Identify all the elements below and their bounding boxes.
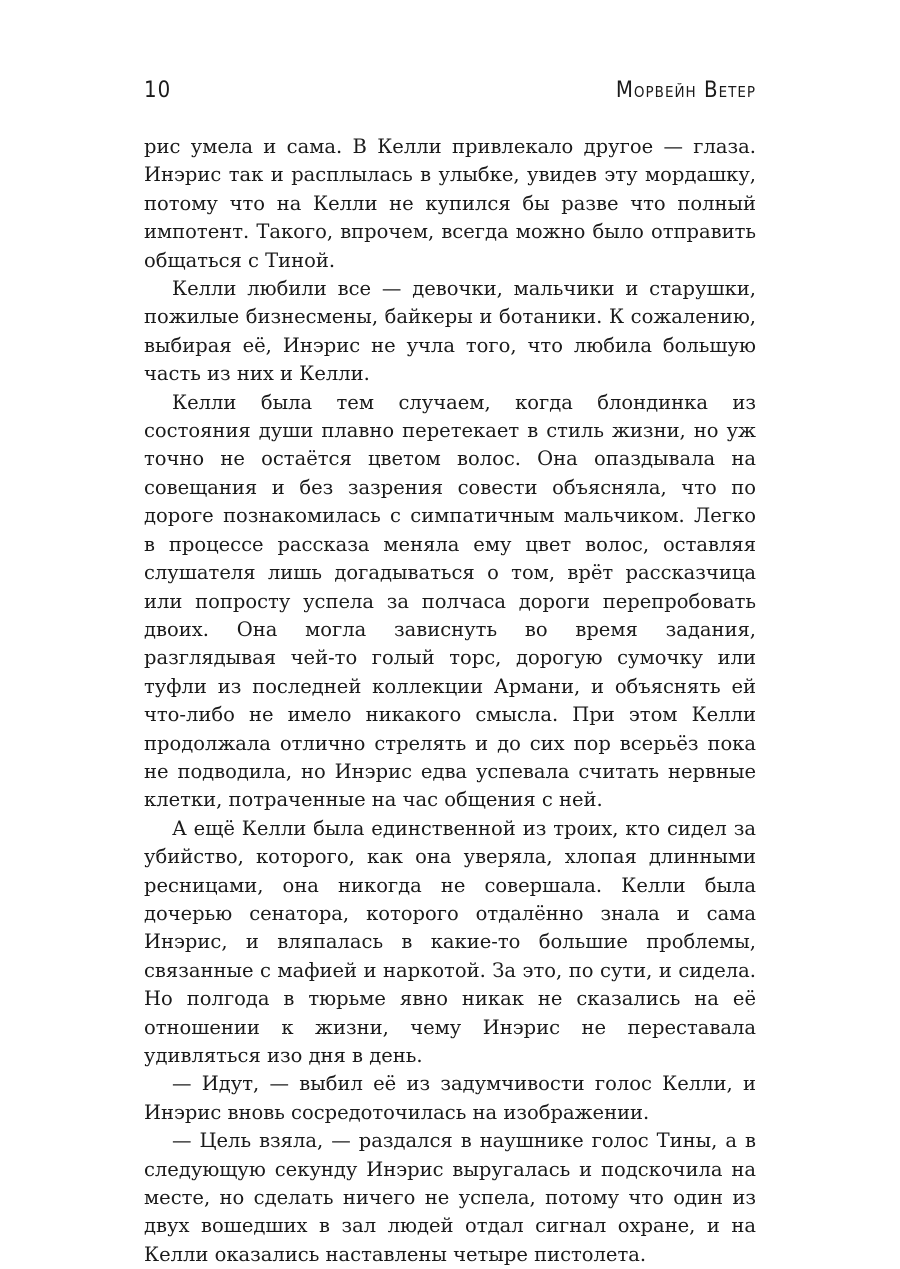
paragraph: рис умела и сама. В Келли привлекало другое — глаза. Инэрис так и расплылась в улыбке, увидев эту мордашку, потому что на Келли не купился бы разве что полный импотент. Такого, впрочем, всегда можно было отправить общаться с Тиной. [144,135,756,272]
running-title: Морвейн Ветер [615,78,756,103]
page-header [144,78,756,108]
paragraph: — Цель взяла, — раздался в наушнике голос Тины, а в следующую секунду Инэрис выругалась и подскочила на месте, но сделать ничего не успела, потому что один из двух вошедших в зал людей отдал сигнал охране, и на Келли оказались наставлены четыре пистолета. [144,1129,756,1266]
paragraph: — Идут, — выбил её из задумчивости голос Келли, и Инэрис вновь сосредоточилась на изображении. [144,1072,756,1124]
paragraph: Келли была тем случаем, когда блондинка из состояния души плавно перетекает в стиль жизни, но уж точно не остаётся цветом волос. Она опаздывала на совещания и без зазрения совести объясняла, что по дороге познакомилась с симпатичным мальчиком. Легко в процессе рассказа меняла ему цвет волос, оставляя слушателя лишь догадываться о том, врёт рассказчица или попросту успела за полчаса дороги перепробовать двоих. Она могла зависнуть во время задания, разглядывая чей-то голый торс, дорогую сумочку или туфли из последней коллекции Армани, и объяснять ей что-либо не имело никакого смысла. При этом Келли продолжала отлично стрелять и до сих пор всерьёз пока не подводила, но Инэрис едва успевала считать нервные клетки, потраченные на час общения с ней. [144,390,756,812]
paragraph: А ещё Келли была единственной из троих, кто сидел за убийство, которого, как она уверяла, хлопая длинными ресницами, она никогда не совершала. Келли была дочерью сенатора, которого отдалённо знала и сама Инэрис, и вляпалась в какие-то большие проблемы, связанные с мафией и наркотой. За это, по сути, и сидела. Но полгода в тюрьме явно никак не сказались на её отношении к жизни, чему Инэрис не переставала удивляться изо дня в день. [144,816,756,1067]
body-text [144,133,756,1269]
page-number: 10 [144,78,172,103]
paragraph: Келли любили все — девочки, мальчики и старушки, пожилые бизнесмены, байкеры и ботаники. К сожалению, выбирая её, Инэрис не учла того, что любила большую часть из них и Келли. [144,277,756,386]
